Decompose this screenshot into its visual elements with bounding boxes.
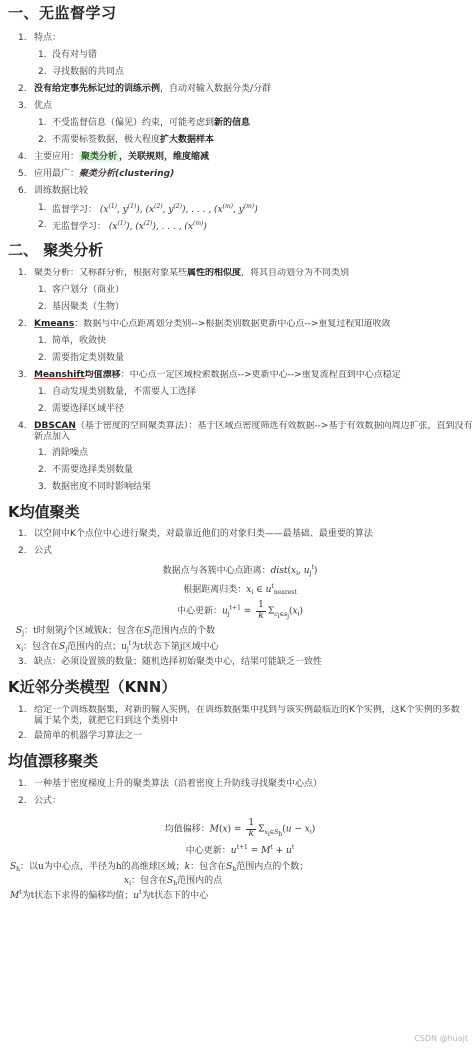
list-item: 3. 缺点：必须设置簇的数量；随机选择初始聚类中心，结果可能缺乏一致性 [18,657,323,668]
kmeans-note-2: $x_i$：包含在$S_j$范围内的点；$u_j^t$为t状态下第j区域中心 [16,639,219,653]
list-item: 1. 不受监督信息（偏见）约束，可能考虑到新的信息 [38,117,251,128]
section-title-knn: K近邻分类模型（KNN） [8,678,177,697]
list-item: 6. 训练数据比较 [18,185,89,196]
meanshift-update-formula: 中心更新：$u^{t+1} = M^t + u^t$ [185,844,295,856]
knn-list [6,705,474,745]
list-item: 2. 公式 [18,546,53,557]
list-item: 1. 监督学习： ($x^{(1)}$, $y^{(1)}$), ($x^{(2)}$, $y^{(2)}$), . . . , ($x^{(m)}$, $y^{(m)}$) [38,202,258,215]
kmeans-assign-formula: 根据距离归类：$x_i$ ∈ $u^t_{nearest}$ [183,582,297,596]
list-item: 2. 需要指定类别数量 [38,353,125,363]
list-item: 3. 优点 [18,100,53,111]
list-item: 1. 聚类分析：又称群分析，根据对象某些属性的相似度，将其自动划分为不同类别 [18,268,350,278]
kmeans-distance-formula: 数据点与各簇中心点距离：$dist(x_i$, $u_j^t$) [162,564,318,578]
highlight-cluster: 聚类分析 [81,151,118,162]
section-title-clustering: 二、 聚类分析 [8,241,104,260]
list-item: 2. 不需要标签数据，极大程度扩大数据样本 [38,134,215,145]
list-item: 1. 客户划分（商业） [38,285,125,295]
meanshift-list [6,779,474,809]
kmeans-update-formula: 中心更新：$u_j^{t+1}$ = $\frac{1}{k}$ $\Sigma_{c_i\in s_j}(x_i)$ [176,600,304,621]
list-item: 2. 需要选择区域半径 [38,404,125,414]
supervised-formula: ($x^{(1)}$, $y^{(1)}$), ($x^{(2)}$, $y^{(2)}$), . . . , ($x^{(m)}$, $y^{(m)}$) [99,202,258,215]
list-item: 1. 自动发现类别数量，不需要人工选择 [38,387,197,397]
list-item: 2. Kmeans：数据与中心点距离划分类别-->根据类别数据更新中心点-->重复过程知道收敛 [18,319,391,329]
meanshift-offset-formula: 均值偏移：M(x) = $\frac{1}{k}$ $\Sigma_{x_i\in S_h}(u - x_i)$ [164,818,316,839]
list-item: 1. 一种基于密度梯度上升的聚类算法（沿着密度上升防线寻找聚类中心点） [18,779,323,790]
list-item: 2. 无监督学习： $(x^{(1)})$, $(x^{(2)})$, . . . , $(x^{(m)})$ [38,220,207,232]
dbscan-link: DBSCAN [34,421,76,431]
list-item: 1. 简单，收敛快 [38,336,107,346]
list-item: 2. 没有给定事先标记过的训练示例，自动对输入数据分类/分群 [18,83,272,94]
section-title-kmeans: K均值聚类 [8,502,80,521]
list-item: 4. 主要应用： 聚类分析 ，关联规则，维度缩减 [18,151,210,162]
kmeans-list [6,529,474,559]
list-item: 4. DBSCAN（基于密度的空间聚类算法）：基于区域点密度筛选有效数据-->基于有效数据向周边扩张，直到没有 新点加入 [18,421,473,443]
list-item: 3. Meanshift均值漂移：中心点一定区域检索数据点-->更新中心-->重复流程直到中心点稳定 [18,370,401,380]
watermark: CSDN @huajt [414,1034,468,1043]
list-item: 2. 最简单的机器学习算法之一 [18,731,143,742]
meanshift-link: Meanshift [34,370,85,380]
list-item: 2. 不需要选择类别数量 [38,464,134,475]
meanshift-note-2: $x_i$：包含在$S_h$范围内的点 [124,875,223,887]
list-item: 2. 公式： [18,796,62,807]
list-item: 1. 特点： [18,32,62,43]
section-title-unsupervised: 一、无监督学习 [8,4,117,22]
section-title-meanshift: 均值漂移聚类 [8,752,99,771]
unsupervised-formula: $(x^{(1)})$, $(x^{(2)})$, . . . , $(x^{(m)})$ [108,220,207,232]
list-item: 1. 以空间中K个点位中心进行聚类，对最靠近他们的对象归类——最基础、最重要的算法 [18,529,373,540]
unsupervised-list [6,33,474,234]
list-item: 2. 寻找数据的共同点 [38,66,125,77]
list-item: 1. 消除噪点 [38,447,89,458]
list-item: 1. 没有对与错 [38,49,98,60]
kmeans-link: Kmeans [34,319,75,329]
list-item: 5. 应用最广：聚类分析(clustering) [18,168,175,179]
list-item: 3. 数据密度不同时影响结果 [38,481,152,492]
kmeans-note-1: $S_j$：t时刻第j个区域簇k；包含在$S_j$范围内点的个数 [16,626,216,638]
list-item: 1. 给定一个训练数据集，对新的输入实例，在训练数据集中找到与该实例最临近的K个实例，这K个实例的多数 属于某个类，就把它归到这个类别中 [18,704,460,727]
meanshift-note-1: $S_h$：以u为中心点，半径为h的高维球区域；k：包含在$S_h$范围内点的个数； [10,862,309,874]
meanshift-note-3: $M^t$为t状态下求得的偏移均值；$u^t$为t状态下的中心 [10,889,209,902]
list-item: 2. 基因聚类（生物） [38,302,125,312]
kmeans-list-cont [6,657,474,670]
clustering-list [6,268,474,495]
